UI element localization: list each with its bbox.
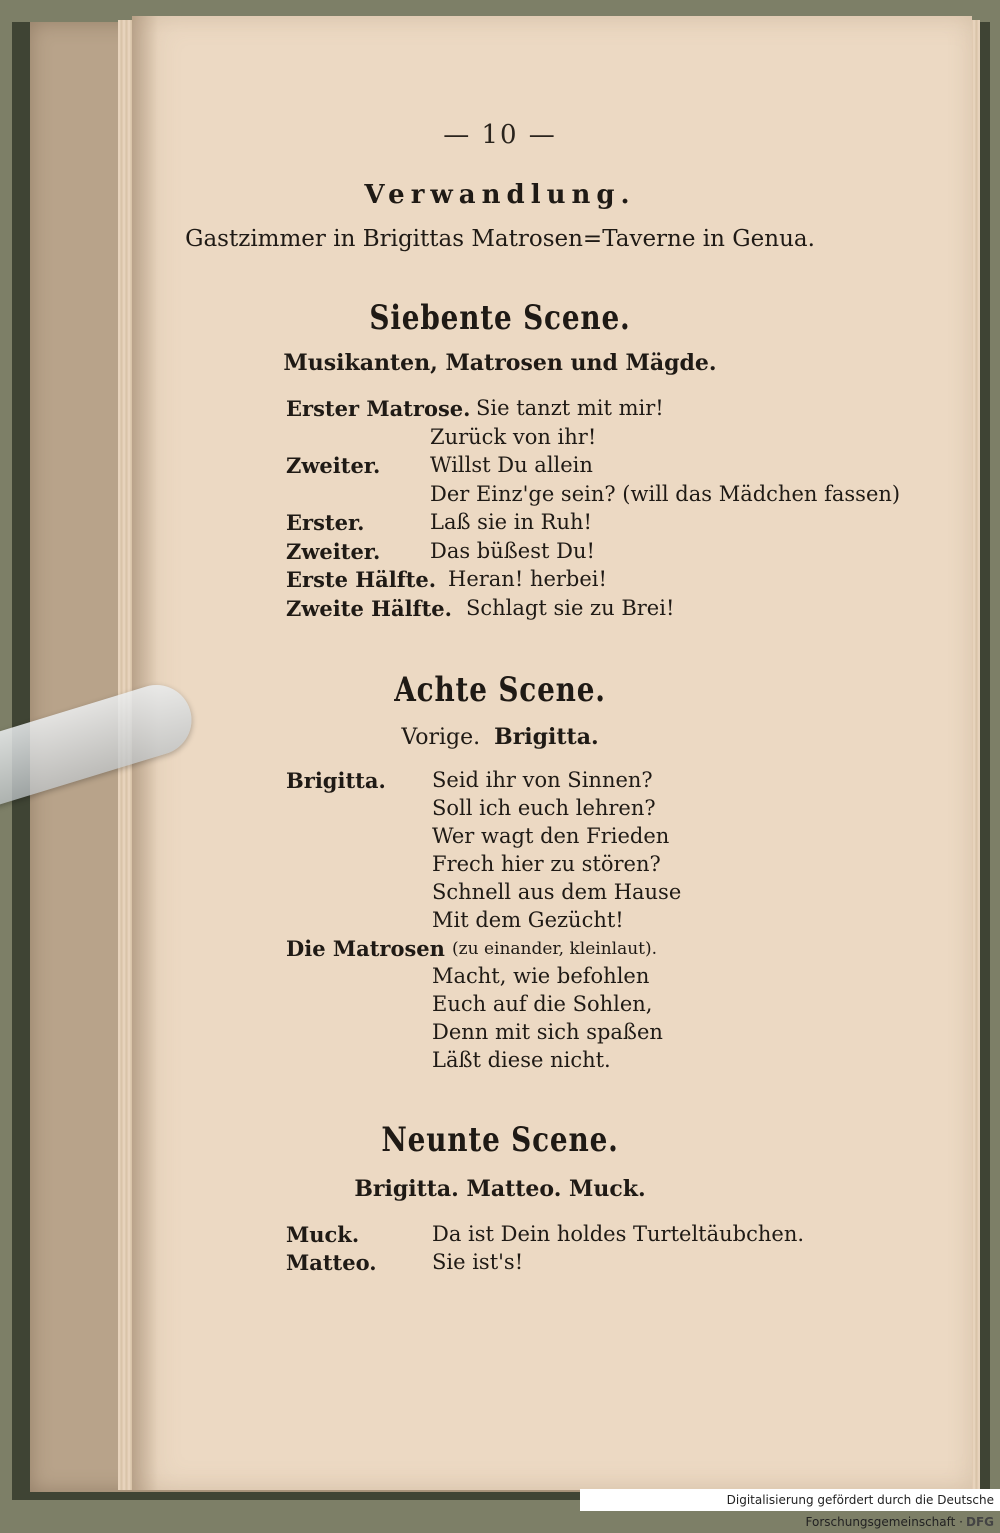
line-text: Euch auf die Sohlen, (432, 992, 653, 1016)
page-number: — 10 — (443, 120, 557, 150)
line-text: Läßt diese nicht. (432, 1048, 611, 1072)
line-text: Schnell aus dem Hause (432, 880, 682, 904)
speaker: Erste Hälfte. (286, 567, 437, 592)
setting-description: Gastzimmer in Brigittas Matrosen=Taverne in Genua. (185, 226, 815, 252)
line-text: Macht, wie befohlen (432, 964, 650, 988)
line-text: Der Einz'ge sein? (will das Mädchen fassen) (430, 481, 901, 506)
speaker: Erster. (286, 510, 365, 535)
scene-cast-7: Musikanten, Matrosen und Mägde. (283, 350, 717, 376)
speaker: Zweiter. (286, 453, 381, 478)
line-text: Mit dem Gezücht! (432, 908, 624, 932)
transformation-heading: Verwandlung. (364, 180, 636, 210)
speaker: Erster Matrose. (286, 396, 471, 421)
funding-footer: Digitalisierung gefördert durch die Deutsche Forschungsgemeinschaft · DFG (580, 1489, 1000, 1511)
line-text: Soll ich euch lehren? (432, 796, 656, 820)
line-text: Schlagt sie zu Brei! (466, 595, 675, 620)
line-text: Sie tanzt mit mir! (476, 396, 664, 420)
speaker: Die Matrosen (286, 936, 445, 961)
line-text: Seid ihr von Sinnen? (432, 768, 653, 792)
dfg-logo: DFG (965, 1515, 994, 1529)
line-text: Heran! herbei! (448, 567, 607, 591)
line-text: Zurück von ihr! (430, 424, 597, 449)
line-text: Sie ist's! (432, 1250, 524, 1274)
speaker: Matteo. (286, 1250, 377, 1275)
scene-title-9: Neunte Scene. (381, 1120, 619, 1160)
scene-title-7: Siebente Scene. (369, 298, 631, 338)
cast-previous: Vorige. (401, 725, 481, 750)
line-text: Laß sie in Ruh! (430, 510, 592, 534)
speaker: Muck. (286, 1222, 360, 1247)
funding-text: Digitalisierung gefördert durch die Deutsche Forschungsgemeinschaft (726, 1493, 994, 1529)
speaker: Zweite Hälfte. (286, 595, 452, 621)
speaker: Zweiter. (286, 538, 381, 564)
cast-brigitta: Brigitta. (494, 724, 599, 750)
stage-direction: (zu einander, kleinlaut). (452, 939, 658, 959)
speaker: Brigitta. (286, 768, 386, 793)
line-text: Denn mit sich spaßen (432, 1020, 663, 1044)
scene-title-8: Achte Scene. (394, 670, 606, 710)
line-text: Das büßest Du! (430, 538, 595, 563)
line-text: Frech hier zu stören? (432, 852, 661, 876)
scene-cast-9: Brigitta. Matteo. Muck. (354, 1176, 646, 1202)
line-text: Da ist Dein holdes Turteltäubchen. (432, 1222, 805, 1246)
line-text: Wer wagt den Frieden (432, 824, 670, 848)
line-text: Willst Du allein (430, 453, 593, 477)
